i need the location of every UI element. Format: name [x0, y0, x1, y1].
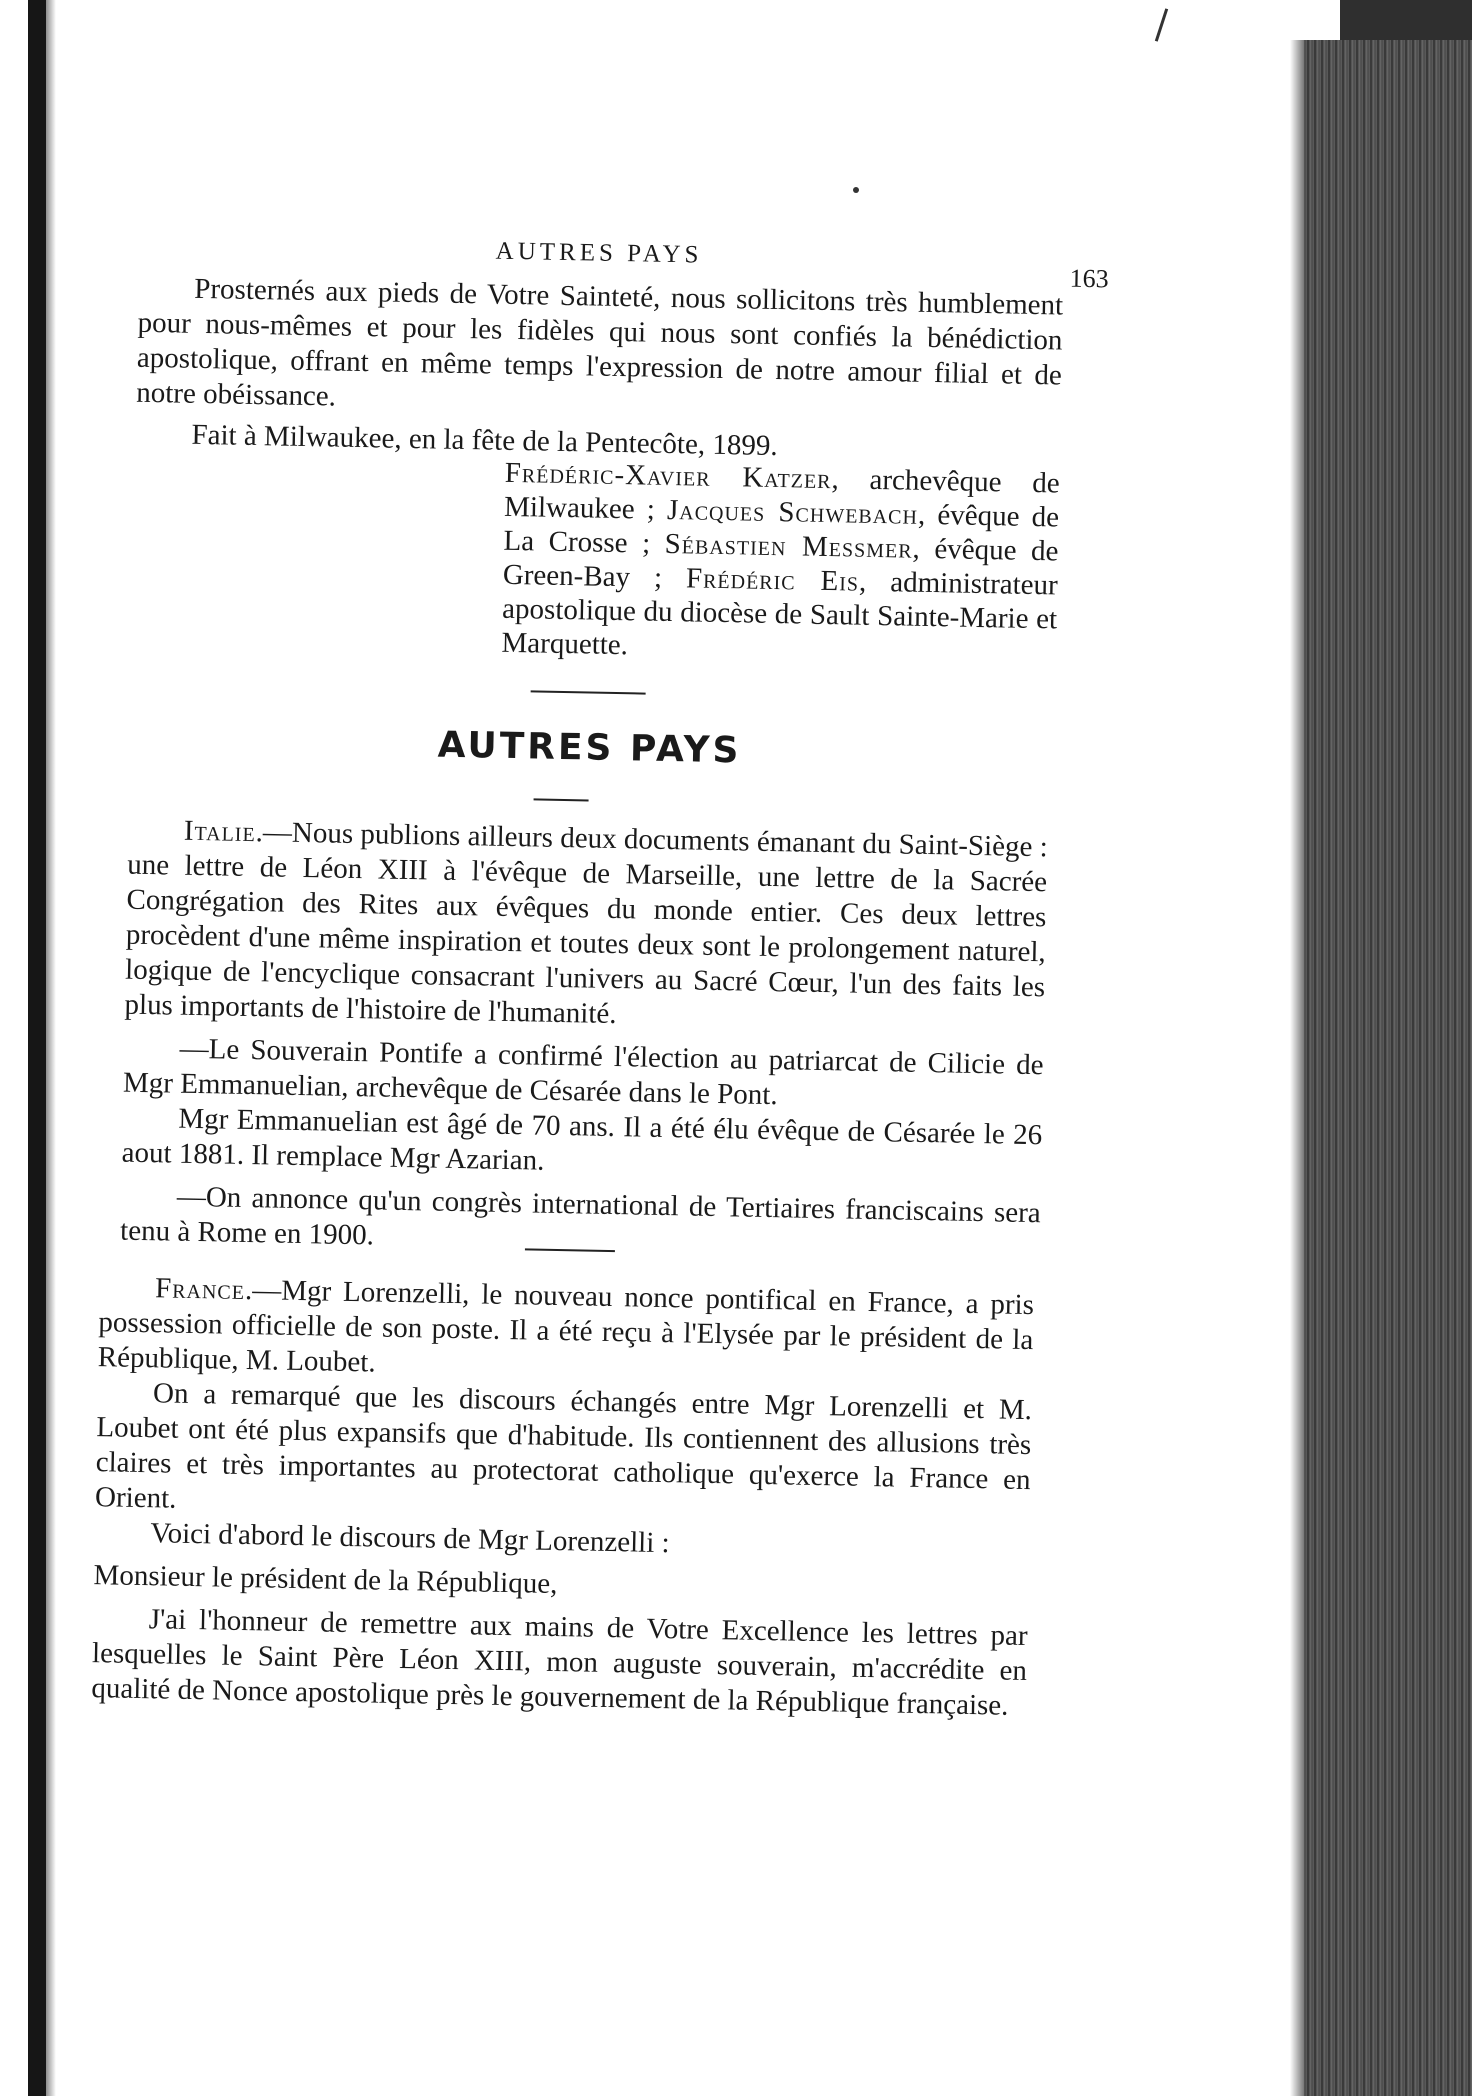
signatory-name: Frédéric Eis — [685, 562, 860, 598]
signatory-role: , évêque de La Crosse ; — [503, 498, 1060, 560]
signatory-name: Jacques Schwebach — [666, 493, 919, 531]
separator-rule — [534, 798, 589, 801]
page-number: 163 — [1069, 263, 1109, 294]
gutter-gradient — [46, 0, 56, 2096]
letter-date-line: Fait à Milwaukee, en la fête de la Pentecôte, 1899. — [191, 418, 778, 463]
ink-dot — [853, 187, 859, 193]
letter-paragraph: Prosternés aux pieds de Votre Sainteté, nous sollicitons très humblement pour nous-mêmes et pour les fidèles qui nous sont confiés la bénédiction apostolique, offrant en même temps l'expression de notre amour filial et de notre obéissance. — [135, 272, 1064, 413]
france-section — [91, 1270, 1034, 1724]
section-title: AUTRES PAYS — [437, 724, 742, 772]
letter-closing — [135, 271, 1063, 470]
book-gutter-shadow — [28, 0, 46, 2096]
speech-salutation: Monsieur le président de la République, — [93, 1559, 558, 1601]
page-stack-edge — [1300, 40, 1472, 2096]
italie-paragraph: Mgr Emmanuelian est âgé de 70 ans. Il a été élu évêque de Césarée le 26 aout 1881. Il remplace Mgr Azarian. — [121, 1102, 1043, 1177]
signatory-role: , administrateur apostolique du diocèse de Sault Sainte-Marie et Marquette. — [501, 565, 1059, 662]
italie-text: .—Nous publions ailleurs deux documents émanant du Saint-Siège : une lettre de Léon XIII à l'évêque de Marseille, une lettre de la Sacrée Congrégation des Rites aux évêques du monde entier. Ces deux lettres procèdent d'une même inspiration et toutes deux sont le prolongement naturel, logique de l'encyclique consacrant l'univers au Sacré Cœur, l'un des faits les plus importants de l'histoire de l'humanité. — [124, 816, 1049, 1031]
book-page — [65, 200, 1109, 2019]
italie-paragraph: —On annonce qu'un congrès international de Tertiaires franciscains sera tenu à Rome en 1900. — [119, 1180, 1042, 1252]
scan-mark — [1155, 8, 1168, 41]
france-label: France — [154, 1272, 246, 1306]
page-edge-shade — [1290, 40, 1304, 2096]
running-head: AUTRES PAYS — [495, 237, 703, 269]
separator-rule — [531, 690, 646, 694]
italie-section — [120, 813, 1048, 1267]
italie-paragraph: —Le Souverain Pontife a confirmé l'élection au patriarcat de Cilicie de Mgr Emmanuelian, archevêque de Césarée dans le Pont. — [122, 1032, 1044, 1112]
france-paragraph — [97, 1270, 1034, 1393]
speech-paragraph: J'ai l'honneur de remettre aux mains de Votre Excellence les lettres par lesquelles le Saint Père Léon XIII, mon auguste souverain, m'accrédite en qualité de Nonce apostolique près le gouvernement de la République française. — [91, 1603, 1028, 1722]
france-paragraph: Voici d'abord le discours de Mgr Lorenzelli : — [150, 1517, 670, 1560]
signatory-role: , évêque de Green-Bay ; — [502, 532, 1059, 595]
signatory-name: Frédéric-Xavier Katzer — [504, 456, 832, 496]
signatory-name: Sébastien Messmer — [664, 527, 913, 565]
italie-label: Italie — [183, 814, 257, 849]
signature-block — [501, 456, 1060, 671]
signatory-role: , archevêque de Milwaukee ; — [503, 463, 1061, 526]
italie-paragraph — [124, 813, 1048, 1041]
france-paragraph: On a remarqué que les discours échangés entre Mgr Lorenzelli et M. Loubet ont été plus expansifs que d'habitude. Ils contiennent des allusions très claires et très importantes au protectorat catholique qu'exerce la France en Orient. — [94, 1377, 1033, 1515]
france-text: .—Mgr Lorenzelli, le nouveau nonce pontifical en France, a pris possession officielle de son poste. Il a été reçu à l'Elysée par le président de la République, M. Loubet. — [97, 1273, 1035, 1379]
